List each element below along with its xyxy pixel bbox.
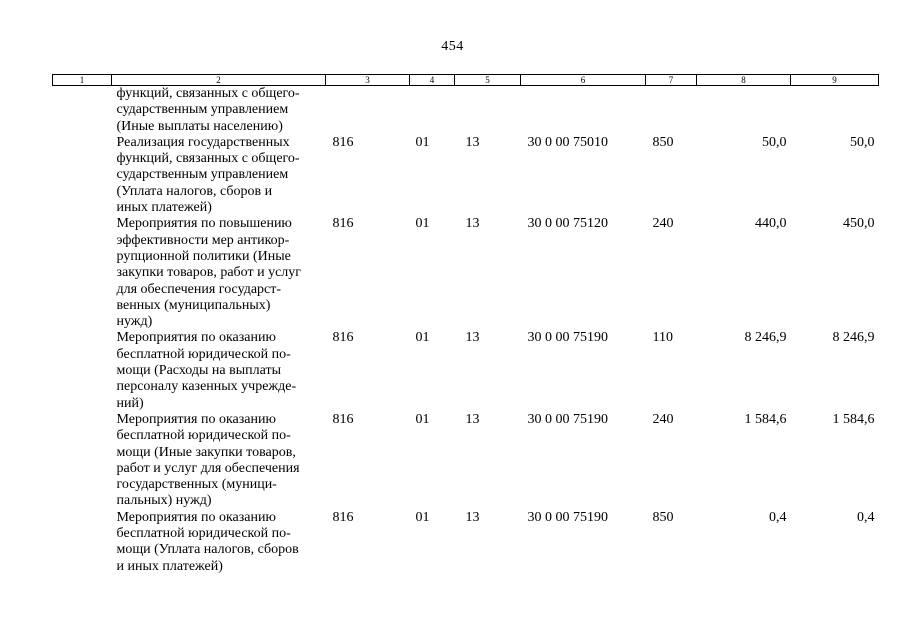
target-article [521,86,646,135]
column-number-5: 5 [455,75,521,86]
expense-name: Мероприятия по оказанию бесплатной юридической по- мощи (Уплата налогов, сборов и иных платежей) [116,509,299,574]
expense-name: Мероприятия по повышению эффективности мер антикор- рупционной политики (Иные закупки товаров, работ и услуг для обеспечения государст- венных (муниципальных) нужд) [116,216,302,330]
table-row [53,135,879,216]
column-number-8: 8 [697,75,791,86]
table-row [53,412,879,510]
amount-column-8 [697,86,791,135]
column-number-4: 4 [410,75,455,86]
amount-column-9: 50,0 [850,134,875,150]
amount-column-9 [791,86,879,135]
section-code [410,86,455,135]
amount-column-9: 450,0 [843,216,875,232]
amount-column-8: 8 246,9 [744,330,787,346]
table-row [53,216,879,330]
expense-type: 240 [652,216,674,232]
ministry-code [326,86,410,135]
target-article: 30 0 00 75190 [527,330,608,346]
expense-type: 240 [652,411,674,427]
target-article: 30 0 00 75120 [527,216,608,232]
expense-name: функций, связанных с общего- сударственным управлением (Иные выплаты населению) [116,86,300,134]
expense-type: 850 [652,134,674,150]
column-number-1: 1 [53,75,112,86]
target-article: 30 0 00 75190 [527,411,608,427]
section-code: 01 [415,216,430,232]
subsection-code: 13 [465,509,480,525]
amount-column-9: 0,4 [857,509,875,525]
amount-column-9: 1 584,6 [832,411,875,427]
column-number-2: 2 [112,75,326,86]
amount-column-8: 50,0 [762,134,787,150]
page-number: 454 [441,39,464,54]
subsection-code: 13 [465,134,480,150]
subsection-code: 13 [465,411,480,427]
subsection-code: 13 [465,216,480,232]
table-row [53,510,879,575]
expense-name: Мероприятия по оказанию бесплатной юридической по- мощи (Иные закупки товаров, работ и услуг для обеспечения государственных (муници- пальных) нужд) [116,411,300,509]
table-row [53,330,879,411]
subsection-code [455,86,521,135]
section-code: 01 [415,509,430,525]
section-code: 01 [415,134,430,150]
section-code: 01 [415,330,430,346]
expense-type: 850 [652,509,674,525]
budget-table [52,74,879,575]
expense-type: 110 [652,330,673,346]
section-code: 01 [415,411,430,427]
ministry-code: 816 [332,330,354,346]
amount-column-8: 0,4 [769,509,787,525]
ministry-code: 816 [332,134,354,150]
ministry-code: 816 [332,216,354,232]
expense-name: Мероприятия по оказанию бесплатной юридической по- мощи (Расходы на выплаты персоналу казенных учрежде- ний) [116,330,297,411]
column-number-9: 9 [791,75,879,86]
ministry-code: 816 [332,509,354,525]
amount-column-8: 440,0 [755,216,787,232]
amount-column-9: 8 246,9 [832,330,875,346]
column-number-6: 6 [521,75,646,86]
expense-name: Реализация государственных функций, связанных с общего- сударственным управлением (Уплата налогов, сборов и иных платежей) [116,134,300,216]
column-number-7: 7 [646,75,697,86]
table-header-row [53,75,879,86]
target-article: 30 0 00 75190 [527,509,608,525]
ministry-code: 816 [332,411,354,427]
table-row [53,86,879,135]
amount-column-8: 1 584,6 [744,411,787,427]
expense-type [646,86,697,135]
target-article: 30 0 00 75010 [527,134,608,150]
subsection-code: 13 [465,330,480,346]
column-number-3: 3 [326,75,410,86]
